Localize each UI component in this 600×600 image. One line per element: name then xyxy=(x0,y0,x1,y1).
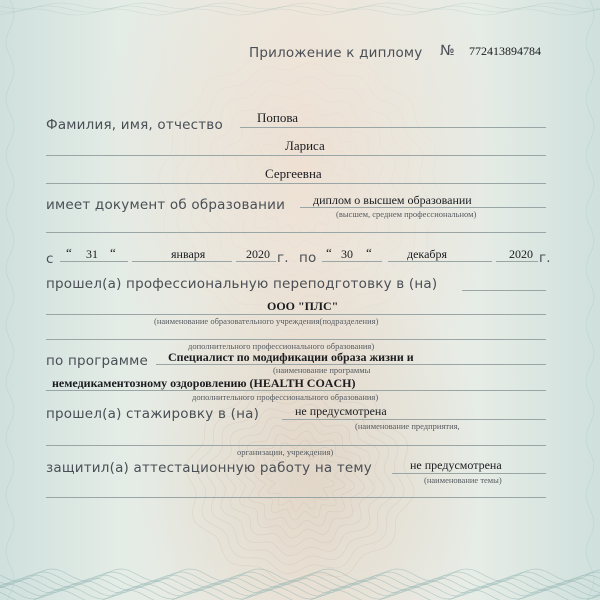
internship-line-2 xyxy=(46,445,546,446)
last-name-value: Попова xyxy=(257,110,299,125)
number-sign: № xyxy=(440,43,455,59)
internship-caption-2: организации, учреждения) xyxy=(237,447,334,457)
internship-caption-1: (наименование предприятия, xyxy=(355,421,460,431)
retraining-line-1 xyxy=(462,290,546,291)
internship-label: прошел(а) стажировку в (на) xyxy=(46,406,260,422)
program-caption-top: дополнительного профессионального образования) xyxy=(188,341,375,351)
program-line-2 xyxy=(46,390,546,391)
to-month-value: декабря xyxy=(407,247,448,261)
organization-line xyxy=(46,314,546,315)
diploma-number: 772413894784 xyxy=(469,44,541,58)
organization-caption: (наименование образовательного учреждения(подразделения) xyxy=(154,316,379,326)
to-quote-right: “ xyxy=(366,245,372,260)
education-document-value: диплом о высшем образовании xyxy=(313,193,472,207)
period-from-prefix: с xyxy=(46,251,54,267)
thesis-label: защитил(а) аттестационную работу на тему xyxy=(46,460,372,476)
from-day-value: 31 xyxy=(86,247,98,261)
to-day-value: 30 xyxy=(341,247,353,261)
thesis-caption: (наименование темы) xyxy=(424,475,502,485)
period-to-prefix: по xyxy=(299,250,317,266)
from-year-value: 2020 xyxy=(246,247,270,261)
from-month-line xyxy=(132,261,232,262)
thesis-line-2 xyxy=(46,497,546,498)
thesis-value: не предусмотрена xyxy=(410,458,502,472)
program-name-line-1: Специалист по модификации образа жизни и xyxy=(168,350,414,364)
header-title: Приложение к диплому xyxy=(249,45,423,61)
first-name-value: Лариса xyxy=(285,138,325,153)
from-quote-left: “ xyxy=(66,245,72,260)
to-quote-left: “ xyxy=(326,245,332,260)
patronymic-line xyxy=(46,183,546,184)
program-name-line-2: немедикаментозному оздоровлению (HEALTH COACH) xyxy=(52,376,356,390)
to-month-line xyxy=(388,261,492,262)
patronymic-value: Сергеевна xyxy=(265,166,322,181)
last-name-line xyxy=(240,127,546,128)
full-name-label: Фамилия, имя, отчество xyxy=(46,117,223,133)
internship-value: не предусмотрена xyxy=(295,404,387,418)
education-document-line xyxy=(300,207,546,208)
to-year-value: 2020 xyxy=(509,247,533,261)
education-document-caption: (высшем, среднем профессиональном) xyxy=(336,209,477,219)
to-day-line xyxy=(322,261,382,262)
retraining-label: прошел(а) профессиональную переподготовку в (на) xyxy=(46,276,438,292)
education-document-line-2 xyxy=(46,232,546,233)
program-caption-bottom: дополнительного профессионального образования) xyxy=(192,392,379,402)
to-year-suffix: г. xyxy=(539,250,551,266)
organization-line-2 xyxy=(46,339,546,340)
from-quote-right: “ xyxy=(110,245,116,260)
to-year-line xyxy=(496,261,538,262)
education-document-label: имеет документ об образовании xyxy=(46,197,286,213)
internship-line xyxy=(282,419,546,420)
program-caption-mid: (наименование программы xyxy=(273,365,371,375)
from-day-line xyxy=(60,261,128,262)
from-month-value: января xyxy=(171,247,206,261)
from-year-line xyxy=(236,261,276,262)
program-label: по программе xyxy=(46,353,149,369)
first-name-line xyxy=(46,155,546,156)
from-year-suffix: г. xyxy=(277,250,289,266)
organization-value: ООО "ПЛС" xyxy=(267,299,339,313)
thesis-line xyxy=(392,473,546,474)
